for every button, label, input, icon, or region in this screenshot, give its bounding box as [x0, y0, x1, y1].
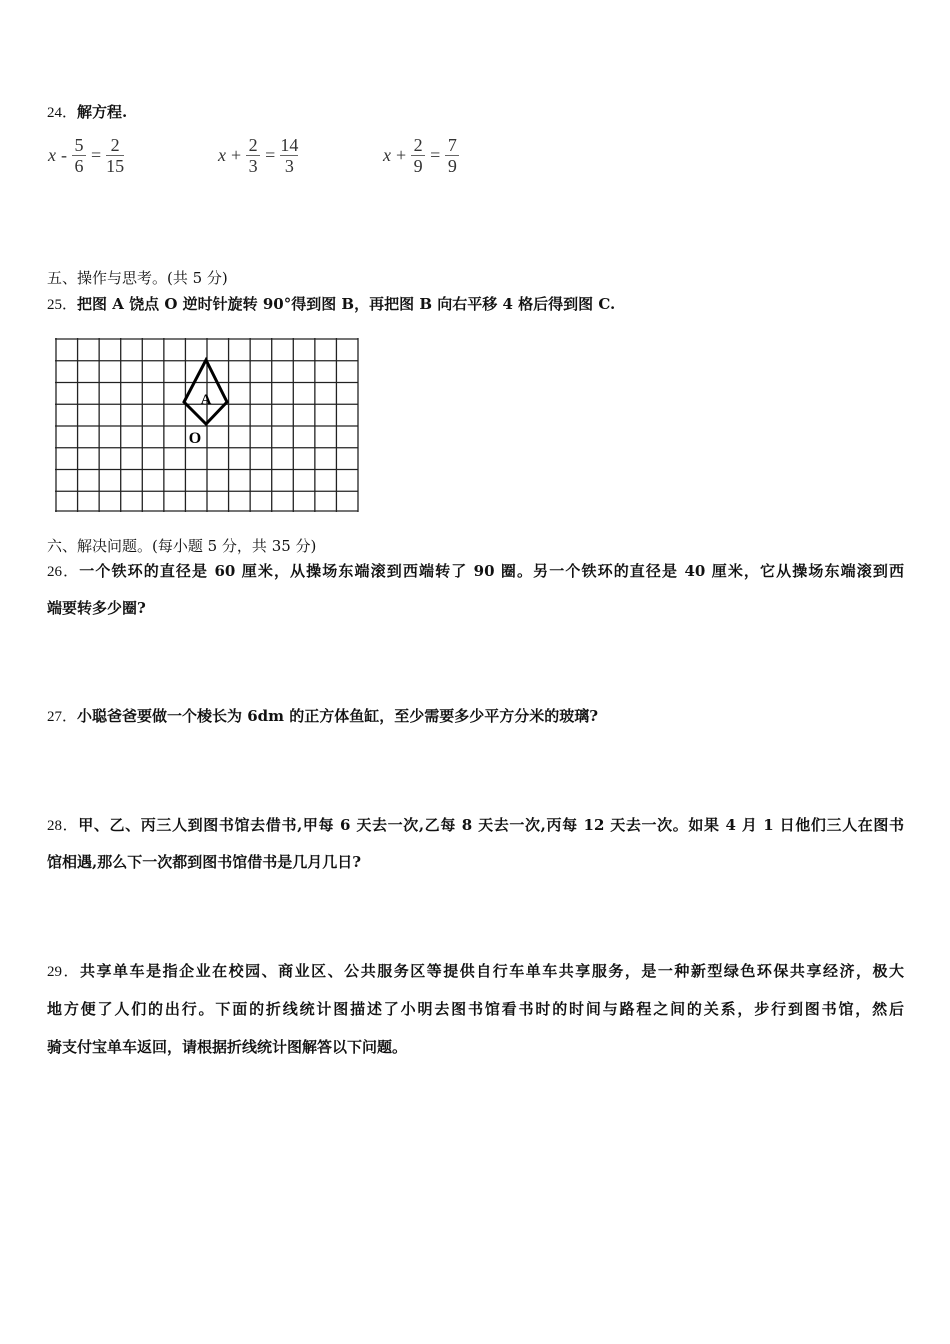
- numerator: 5: [74, 135, 84, 155]
- question-text: 一个铁环的直径是 60 厘米，从操场东端滚到西端转了 90 圈。另一个铁环的直径是 40 厘米，它从操场东端滚到西: [79, 562, 904, 580]
- numerator: 2: [248, 135, 258, 155]
- denominator: 9: [447, 156, 457, 176]
- question-text: 解方程.: [77, 103, 128, 121]
- operator: +: [231, 145, 242, 165]
- question-25: [47, 294, 615, 315]
- question-28: [47, 815, 904, 836]
- question-text: 把图 A 饶点 O 逆时针旋转 90°得到图 B，再把图 B 向右平移 4 格后得到图 C.: [77, 295, 616, 313]
- section-heading-5: 五、操作与思考。(共 5 分): [47, 269, 228, 287]
- question-number: 26．: [47, 564, 80, 580]
- question-text-cont: 骑支付宝单车返回，请根据折线统计图解答以下问题。: [47, 1038, 408, 1056]
- numerator: 14: [280, 135, 299, 155]
- question-text-cont: 馆相遇,那么下一次都到图书馆借书是几月几日?: [47, 853, 362, 871]
- variable: x: [383, 145, 391, 165]
- denominator: 9: [413, 156, 423, 176]
- question-27: [47, 706, 598, 727]
- question-text-cont: 端要转多少圈?: [47, 599, 146, 617]
- question-number: 24．: [47, 105, 78, 121]
- denominator: 3: [284, 156, 294, 176]
- question-29: [47, 961, 904, 982]
- numerator: 2: [413, 135, 423, 155]
- equals: =: [91, 145, 102, 165]
- equation-3: [383, 135, 462, 176]
- operator: -: [61, 145, 67, 165]
- question-24: [47, 102, 127, 123]
- grid-figure: [55, 338, 359, 514]
- equals: =: [430, 145, 441, 165]
- denominator: 15: [106, 156, 125, 176]
- variable: x: [218, 145, 226, 165]
- equals: =: [265, 145, 276, 165]
- question-number: 28．: [47, 818, 79, 834]
- equation-1: [48, 135, 127, 176]
- numerator: 2: [110, 135, 120, 155]
- question-number: 27．: [47, 709, 78, 725]
- numerator: 7: [447, 135, 457, 155]
- section-heading-6: 六、解决问题。(每小题 5 分，共 35 分): [47, 537, 317, 555]
- question-text: 甲、乙、丙三人到图书馆去借书,甲每 6 天去一次,乙每 8 天去一次,丙每 12 天去一次。如果 4 月 1 日他们三人在图书: [78, 816, 904, 834]
- denominator: 3: [248, 156, 258, 176]
- question-text: 共享单车是指企业在校园、商业区、公共服务区等提供自行车单车共享服务，是一种新型绿色环保共享经济，极大: [80, 962, 904, 980]
- denominator: 6: [74, 156, 84, 176]
- question-number: 29．: [47, 964, 81, 980]
- variable: x: [48, 145, 56, 165]
- question-text: 小聪爸爸要做一个棱长为 6dm 的正方体鱼缸，至少需要多少平方分米的玻璃?: [77, 707, 599, 725]
- question-26: [47, 561, 904, 582]
- question-text-cont: 地方便了人们的出行。下面的折线统计图描述了小明去图书馆看书时的时间与路程之间的关系，步行到图书馆，然后: [47, 1000, 904, 1018]
- question-number: 25．: [47, 297, 78, 313]
- fraction: [280, 135, 298, 176]
- fraction: [246, 135, 260, 176]
- fraction: [411, 135, 425, 176]
- fraction: [72, 135, 86, 176]
- fraction: [106, 135, 124, 176]
- equation-2: [218, 135, 301, 176]
- label-o: O: [188, 430, 202, 447]
- label-a: A: [200, 392, 212, 408]
- operator: +: [396, 145, 407, 165]
- fraction: [445, 135, 459, 176]
